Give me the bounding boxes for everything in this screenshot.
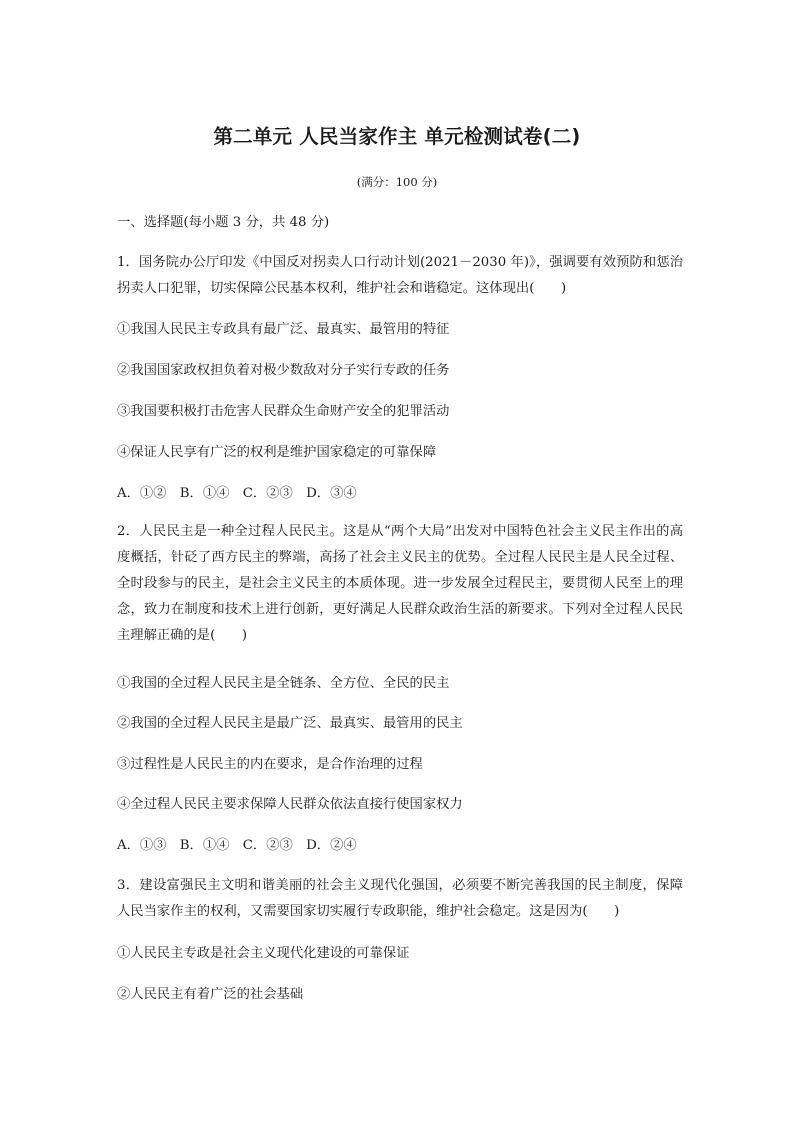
question-1-item-4: ④保证人民享有广泛的权利是维护国家稳定的可靠保障 bbox=[117, 445, 437, 460]
section-heading: 一、选择题(每小题 3 分，共 48 分) bbox=[117, 215, 330, 230]
question-2-item-2: ②我国的全过程人民民主是最广泛、最真实、最管用的民主 bbox=[117, 716, 463, 731]
question-3-stem: 3．建设富强民主文明和谐美丽的社会主义现代化强国，必须要不断完善我国的民主制度，保障人民当家作主的权利，又需要国家切实履行专政职能，维护社会稳定。这是因为( ) bbox=[117, 878, 683, 919]
question-1-item-1: ①我国人民民主专政具有最广泛、最真实、最管用的特征 bbox=[117, 322, 450, 337]
question-2-item-4: ④全过程人民民主要求保障人民群众依法直接行使国家权力 bbox=[117, 797, 463, 812]
question-2-options: A．①③ B．①④ C．②③ D．②④ bbox=[117, 838, 357, 853]
question-3-item-1: ①人民民主专政是社会主义现代化建设的可靠保证 bbox=[117, 946, 410, 961]
question-1-item-3: ③我国要积极打击危害人民群众生命财产安全的犯罪活动 bbox=[117, 404, 450, 419]
question-1-options: A．①② B．①④ C．②③ D．③④ bbox=[117, 486, 357, 501]
question-2-item-1: ①我国的全过程人民民主是全链条、全方位、全民的民主 bbox=[117, 676, 450, 691]
question-1-stem: 1．国务院办公厅印发《中国反对拐卖人口行动计划(2021－2030 年)》，强调要有效预防和惩治拐卖人口犯罪，切实保障公民基本权利，维护社会和谐稳定。这体现出( ) bbox=[117, 255, 683, 296]
question-2-stem: 2．人民民主是一种全过程人民民主。这是从“两个大局”出发对中国特色社会主义民主作出的高度概括，针砭了西方民主的弊端，高扬了社会主义民主的优势。全过程人民民主是人民全过程、全时段参与的民主，是社会主义民主的本质体现。进一步发展全过程民主，要贯彻人民至上的理念，致力在制度和技术上进行创新，更好满足人民群众政治生活的新要求。下列对全过程人民民主理解正确的是( ) bbox=[117, 524, 683, 643]
question-3-item-2: ②人民民主有着广泛的社会基础 bbox=[117, 987, 304, 1002]
question-1-item-2: ②我国国家政权担负着对极少数敌对分子实行专政的任务 bbox=[117, 363, 450, 378]
full-score-note: (满分：100 分) bbox=[356, 175, 438, 189]
exam-title: 第二单元 人民当家作主 单元检测试卷(二) bbox=[213, 125, 581, 148]
question-2-item-3: ③过程性是人民民主的内在要求，是合作治理的过程 bbox=[117, 757, 423, 772]
